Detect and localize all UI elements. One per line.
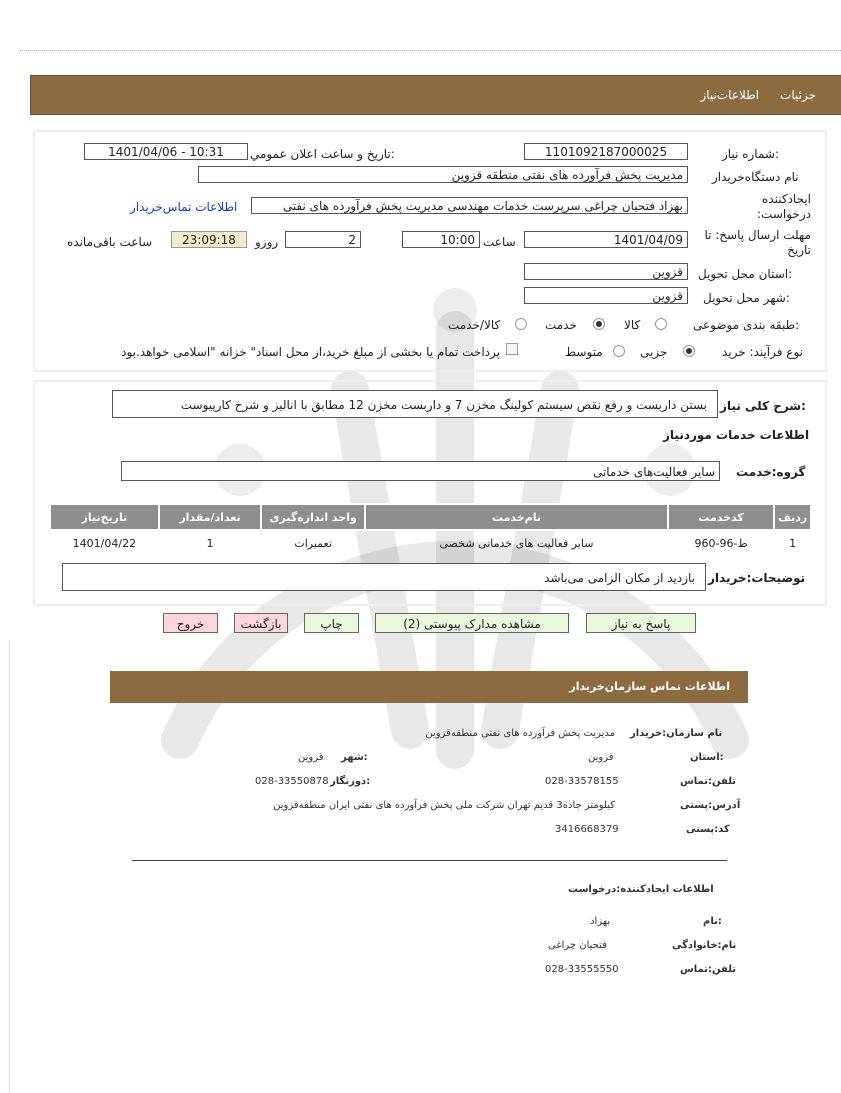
contact-divider [132, 860, 727, 861]
back-button[interactable]: بازگشت [234, 613, 288, 633]
contact-phone-label: تلفن:تماس [680, 776, 737, 787]
col-unit: واحد اندازه‌گیری [261, 504, 365, 530]
col-quantity: تعداد/مقدار [159, 504, 261, 530]
process-minor-radio[interactable] [683, 345, 695, 357]
cell-unit: تعمیرات [261, 530, 365, 555]
contact-city-label: شهر: [341, 752, 368, 763]
cell-quantity: 1 [159, 530, 261, 555]
contact-postal-label: کد:پستی [686, 824, 730, 835]
creator-name-value: بهزاد [590, 916, 611, 927]
city-field: قزوین [524, 287, 688, 304]
deadline-label: مهلت ارسال پاسخ: تا تاریخ [704, 228, 811, 257]
print-button[interactable]: چاپ [304, 613, 359, 633]
announce-label: تاریخ و ساعت اعلان عمومي: [250, 147, 395, 161]
table-row [50, 530, 811, 555]
contact-header-bar [110, 671, 748, 703]
group-label: گروه:خدمت [736, 465, 806, 479]
services-title: اطلاعات خدمات موردنیاز [663, 428, 810, 442]
category-label: طبقه بندی موضوعی: [693, 318, 800, 332]
group-field: سایر فعالیت‌های خدماتی [121, 461, 720, 481]
buyer-notes-label: توضیحات:خریدار [708, 571, 806, 585]
contact-fax-value: 028-33550878 [255, 776, 329, 787]
need-number-field: 1101092187000025 [524, 143, 688, 160]
category-service-radio[interactable] [593, 318, 605, 330]
tab-need-info[interactable]: اطلاعات‌نیاز [700, 88, 759, 102]
buyer-org-label: نام دستگاه‌خریدار [712, 170, 799, 184]
creator-phone-value: 028-33555550 [545, 964, 619, 975]
treasury-payment-checkbox[interactable] [506, 343, 518, 355]
process-label: نوع فرآیند: خرید [722, 345, 803, 359]
process-minor-label: جزیی [640, 345, 668, 359]
city-label: شهر محل تحویل: [703, 291, 790, 305]
province-label: استان محل تحویل: [698, 267, 793, 281]
creator-family-label: نام:خانوادگی [672, 940, 737, 951]
top-divider [20, 50, 841, 51]
exit-button[interactable]: خروج [163, 613, 218, 633]
col-service-code: کدخدمت [668, 504, 774, 530]
col-row: ردیف [774, 504, 811, 530]
creator-info-title: اطلاعات ایجادکننده:درخواست [568, 884, 714, 895]
buyer-org-field: مدیریت پخش فرآورده های نفتی منطقه قزوین [198, 166, 688, 183]
creator-label: ایجادکننده درخواست: [757, 192, 811, 221]
buyer-contact-link[interactable]: اطلاعات تماس‌خریدار [130, 200, 238, 214]
deadline-time-field: 10:00 [402, 231, 480, 248]
category-goods-radio[interactable] [655, 318, 667, 330]
creator-family-value: فتحیان چراغی [548, 940, 607, 951]
contact-fax-label: دورنگار: [330, 776, 371, 787]
reply-button[interactable]: پاسخ به نیاز [586, 613, 696, 633]
header-bar [30, 75, 841, 115]
buyer-notes-field: بازدید از مکان الزامی می‌باشد [62, 563, 706, 591]
cell-need-date: 1401/04/22 [50, 530, 159, 555]
deadline-date-field: 1401/04/09 [524, 231, 688, 248]
creator-phone-label: تلفن:تماس [680, 964, 737, 975]
summary-field: بستن داربست و رفع نقص سیستم کولینگ مخزن 7 و داربست مخزن 12 مطابق با انالیز و شرح کارپیوست [112, 390, 718, 418]
category-goods-service-radio[interactable] [515, 318, 527, 330]
treasury-payment-text: پرداخت تمام یا بخشی از مبلغ خرید،از محل اسناد" خزانه "اسلامی خواهد.بود [121, 345, 500, 359]
services-table [49, 503, 812, 555]
category-goods-service-label: کالا/خدمت [448, 318, 501, 332]
contact-address-label: آدرس:پستی [680, 800, 741, 811]
time-label: ساعت [483, 235, 516, 249]
days-field: 2 [285, 231, 361, 248]
cell-service-code: ط-96-960 [668, 530, 774, 555]
contact-title: اطلاعات تماس سازمان‌خریدار [569, 680, 730, 693]
summary-label: شرح کلی نیاز: [720, 399, 806, 413]
contact-city-value: قزوین [298, 752, 324, 763]
contact-org-value: مدیریت پخش فرآورده های نفتی منطقه‌قزوین [425, 728, 615, 739]
process-medium-radio[interactable] [613, 345, 625, 357]
creator-name-label: نام: [703, 916, 722, 927]
days-label: روزو [255, 235, 279, 249]
contact-postal-value: 3416668379 [555, 824, 619, 835]
need-number-label: شماره نیاز: [722, 147, 780, 161]
cell-service-name: سایر فعالیت های خدماتی شخصی [365, 530, 668, 555]
contact-address-value: کیلومتر جاده3 قدیم تهران شرکت ملی پخش فرآورده های نفتی ایران منطقه‌قزوین [273, 800, 615, 811]
remaining-time: 23:09:18 [171, 231, 247, 248]
category-service-label: خدمت [545, 318, 577, 332]
col-need-date: تاریخ‌نیاز [50, 504, 159, 530]
contact-province-label: استان: [690, 752, 724, 763]
tab-details[interactable]: جزئیات [780, 88, 816, 102]
creator-field: بهزاد فتحیان چراغی سرپرست خدمات مهندسی مدیریت پخش فرآورده های نفتی [251, 197, 688, 214]
attachments-button[interactable]: مشاهده مدارک پیوستی (2) [375, 613, 569, 633]
contact-org-label: نام سازمان:خریدار [630, 728, 723, 739]
left-border [9, 640, 10, 1093]
contact-province-value: قزوین [588, 752, 614, 763]
contact-phone-value: 028-33578155 [545, 776, 619, 787]
col-service-name: نام‌خدمت [365, 504, 668, 530]
category-goods-label: کالا [624, 318, 641, 332]
announce-field: 1401/04/06 - 10:31 [84, 143, 248, 160]
province-field: قزوین [524, 263, 688, 280]
table-header-row [50, 504, 811, 530]
remaining-label: ساعت باقی‌مانده [67, 235, 153, 249]
process-medium-label: متوسط [565, 345, 603, 359]
cell-row: 1 [774, 530, 811, 555]
